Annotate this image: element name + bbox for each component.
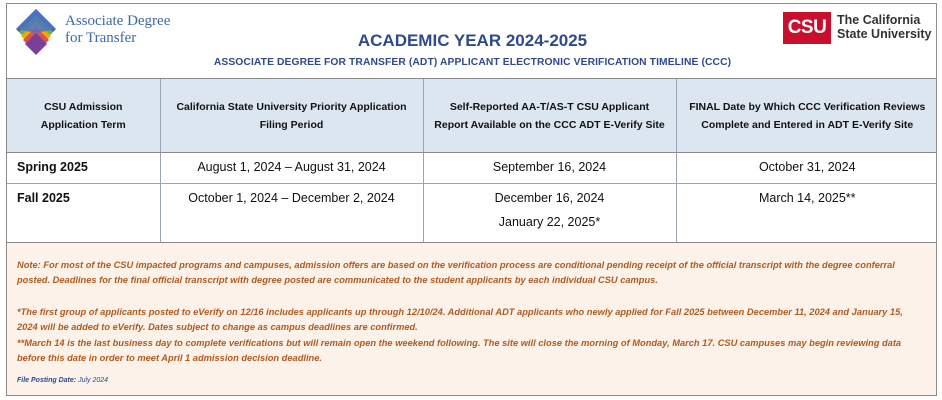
timeline-table bbox=[7, 78, 937, 243]
file-posting-date bbox=[17, 377, 108, 384]
adt-logo-line2: for Transfer bbox=[65, 30, 137, 46]
csu-logo-name bbox=[837, 13, 931, 41]
final-date-cell: March 14, 2025** bbox=[676, 184, 937, 243]
report-available-date-1: December 16, 2024 bbox=[494, 191, 605, 205]
column-header-filing-period: California State University Priority Application Filing Period bbox=[160, 79, 423, 153]
report-available-cell bbox=[423, 184, 676, 243]
column-header-term: CSU Admission Application Term bbox=[7, 79, 160, 153]
column-header-report-available: Self-Reported AA-T/AS-T CSU Applicant Report Available on the CCC ADT E-Verify Site bbox=[423, 79, 676, 153]
adt-logo-line1: Associate Degree bbox=[65, 13, 171, 29]
csu-logo-line1: The California bbox=[837, 13, 921, 27]
csu-logo-line2: State University bbox=[837, 27, 932, 41]
page-subtitle: ASSOCIATE DEGREE FOR TRANSFER (ADT) APPLICANT ELECTRONIC VERIFICATION TIMELINE (CCC) bbox=[213, 57, 732, 68]
note-conditional-offers: Note: For most of the CSU impacted programs and campuses, admission offers are based on the verification process are conditional pending receipt of the official transcript with the degree conferral posted. Deadlines for the final official transcript with degree posted are communicated to the student applicants by each individual CSU campus. bbox=[17, 260, 895, 285]
header bbox=[7, 4, 936, 78]
table-header-row bbox=[7, 79, 937, 153]
table-row bbox=[7, 184, 937, 243]
note-first-group: *The first group of applicants posted to eVerify on 12/16 includes applicants up through 12/10/24. Additional ADT applicants who newly applied for Fall 2025 between December 11, 2024 and January 15, 2024 will be added to eVerify. Dates subject to change as campus deadlines are confirmed. bbox=[17, 307, 903, 332]
column-header-final-date: FINAL Date by Which CCC Verification Reviews Complete and Entered in ADT E-Verify Site bbox=[676, 79, 937, 153]
filing-period-cell: August 1, 2024 – August 31, 2024 bbox=[160, 153, 423, 184]
report-available-cell: September 16, 2024 bbox=[423, 153, 676, 184]
term-cell: Spring 2025 bbox=[7, 153, 160, 184]
posting-date-label: File Posting Date: bbox=[17, 377, 77, 384]
term-cell: Fall 2025 bbox=[7, 184, 160, 243]
page-title: ACADEMIC YEAR 2024-2025 bbox=[357, 31, 588, 50]
final-date-cell: October 31, 2024 bbox=[676, 153, 937, 184]
posting-date-value: July 2024 bbox=[78, 377, 109, 384]
note-march-14: **March 14 is the last business day to complete verifications but will remain open the weekend following. The site will close the morning of Monday, March 17. CSU campuses may begin reviewing data before this date in order to meet April 1 admission decision deadline. bbox=[17, 338, 902, 363]
notes-section bbox=[7, 243, 937, 396]
csu-logo bbox=[783, 12, 933, 46]
table-row bbox=[7, 153, 937, 184]
document-frame bbox=[6, 3, 937, 396]
filing-period-cell: October 1, 2024 – December 2, 2024 bbox=[160, 184, 423, 243]
report-available-date-2: January 22, 2025* bbox=[498, 215, 601, 229]
csu-logo-box: CSU bbox=[783, 12, 831, 44]
